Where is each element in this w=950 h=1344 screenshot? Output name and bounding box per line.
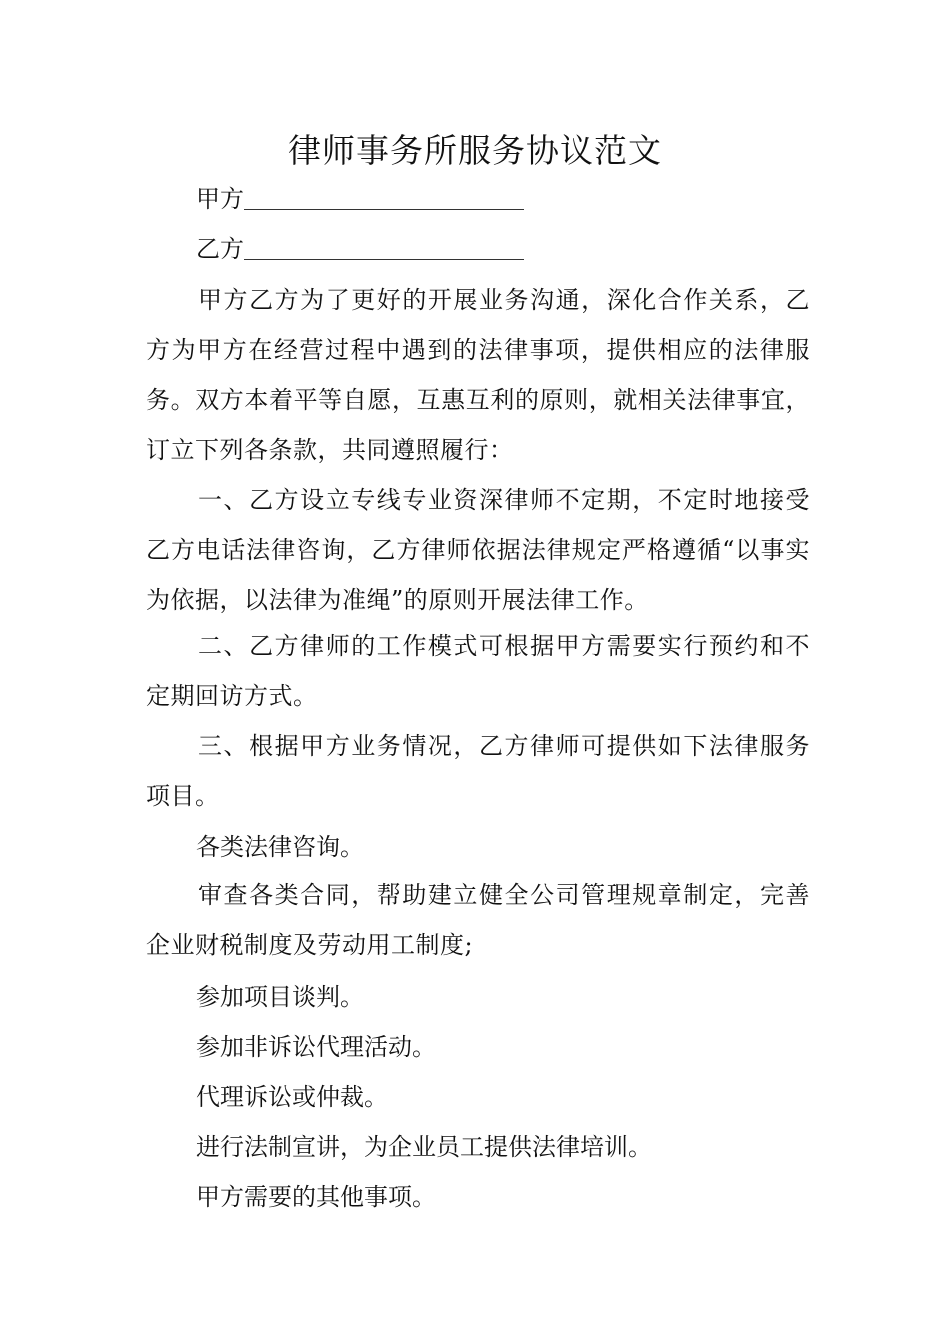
preamble-paragraph: 甲方乙方为了更好的开展业务沟通，深化合作关系，乙方为甲方在经营过程中遇到的法律事项，提供相应的法律服务。双方本着平等自愿，互惠互利的原则，就相关法律事宜，订立下列各条款，共同遵照履行： (146, 286, 810, 464)
service-item: 进行法制宣讲，为企业员工提供法律培训。 (196, 1133, 652, 1161)
party-a-blank (244, 185, 524, 210)
party-b-line (196, 232, 524, 266)
party-b-blank (244, 235, 524, 260)
service-item: 审查各类合同，帮助建立健全公司管理规章制定，完善企业财税制度及劳动用工制度; (146, 881, 810, 959)
party-a-line (196, 182, 524, 216)
clause-2-paragraph: 二、乙方律师的工作模式可根据甲方需要实行预约和不定期回访方式。 (146, 632, 810, 710)
service-item: 参加项目谈判。 (196, 983, 364, 1011)
clause-1-paragraph: 一、乙方设立专线专业资深律师不定期，不定时地接受乙方电话法律咨询，乙方律师依据法律规定严格遵循“以事实为依据，以法律为准绳”的原则开展法律工作。 (146, 486, 810, 614)
service-item: 各类法律咨询。 (196, 833, 364, 861)
party-b-label: 乙方 (196, 235, 244, 263)
service-item: 代理诉讼或仲裁。 (196, 1083, 388, 1111)
document-title: 律师事务所服务协议范文 (288, 131, 662, 170)
party-a-label: 甲方 (196, 185, 244, 213)
service-item: 参加非诉讼代理活动。 (196, 1033, 436, 1061)
service-item: 甲方需要的其他事项。 (196, 1183, 436, 1211)
clause-3-paragraph: 三、根据甲方业务情况，乙方律师可提供如下法律服务项目。 (146, 732, 810, 810)
